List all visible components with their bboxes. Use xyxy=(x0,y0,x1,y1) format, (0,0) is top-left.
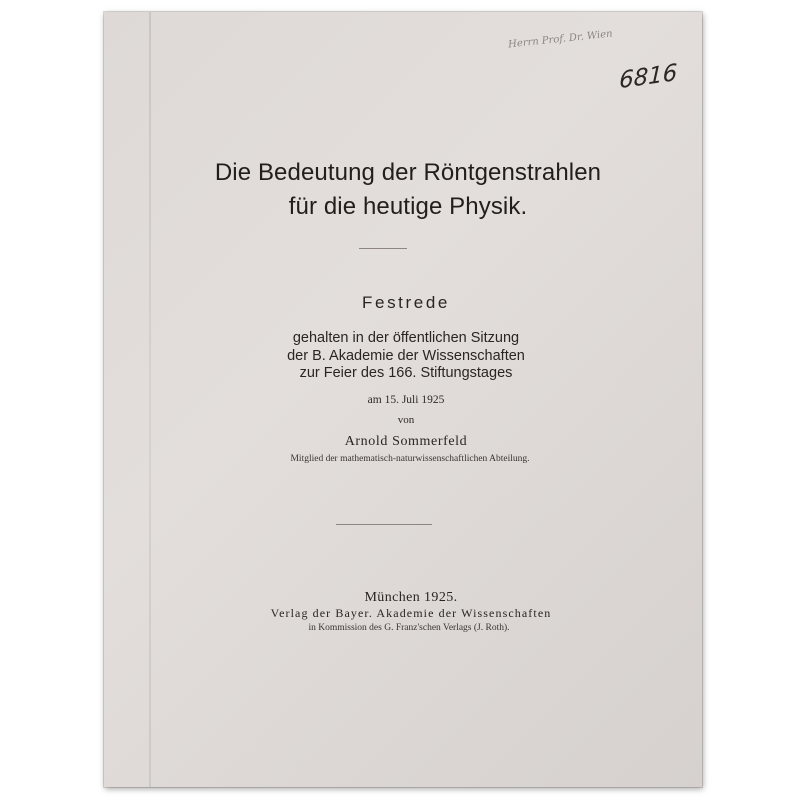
von-label: von xyxy=(397,414,415,426)
divider-bottom xyxy=(336,524,432,525)
occasion-line-3: zur Feier des 166. Stiftungstages xyxy=(299,365,513,381)
speech-date: am 15. Juli 1925 xyxy=(367,394,445,406)
festrede-heading: Festrede xyxy=(362,293,450,312)
handwritten-catalog-number: 6816 xyxy=(618,59,678,95)
handwritten-dedication: Herrn Prof. Dr. Wien xyxy=(507,28,614,51)
publisher-line: Verlag der Bayer. Akademie der Wissenschaften xyxy=(270,606,552,620)
occasion-line-2: der B. Akademie der Wissenschaften xyxy=(287,348,525,364)
divider-top xyxy=(359,248,407,249)
place-year: München 1925. xyxy=(364,590,458,605)
title-line-1: Die Bedeutung der Röntgenstrahlen xyxy=(214,159,602,186)
document-page xyxy=(104,12,702,787)
commission-line: in Kommission des G. Franz'schen Verlags (J. Roth). xyxy=(308,623,510,633)
page-text xyxy=(104,12,702,787)
title-line-2: für die heutige Physik. xyxy=(288,193,528,220)
occasion-line-1: gehalten in der öffentlichen Sitzung xyxy=(292,330,520,346)
author-affiliation: Mitglied der mathematisch-naturwissenschaftlichen Abteilung. xyxy=(290,454,530,464)
author-name: Arnold Sommerfeld xyxy=(344,434,468,449)
